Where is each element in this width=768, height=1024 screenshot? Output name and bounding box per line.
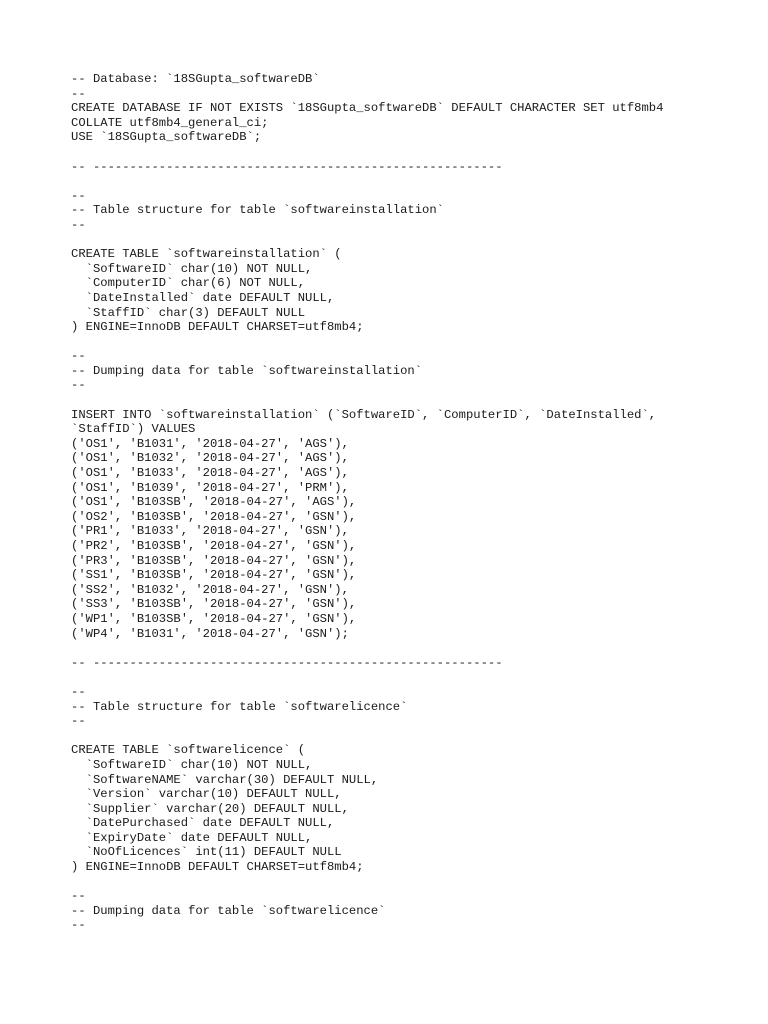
code-line: CREATE TABLE `softwarelicence` ( — [71, 743, 306, 758]
code-line: -- Dumping data for table `softwarelicence` — [71, 903, 386, 918]
code-line: `StaffID` char(3) DEFAULT NULL — [71, 305, 306, 320]
code-line — [71, 233, 663, 248]
code-line: ('OS1', 'B1031', '2018-04-27', 'AGS'), — [71, 436, 349, 451]
code-line — [71, 875, 663, 890]
code-line: ('PR2', 'B103SB', '2018-04-27', 'GSN'), — [71, 539, 357, 553]
code-line: `Supplier` varchar(20) DEFAULT NULL, — [71, 801, 349, 816]
code-line: `StaffID`) VALUES — [71, 422, 196, 437]
code-line: ('WP4', 'B1031', '2018-04-27', 'GSN'); — [71, 626, 349, 641]
code-line: -- -------------------------------------------------------- — [71, 159, 503, 174]
code-line: `NoOfLicences` int(11) DEFAULT NULL — [71, 845, 342, 860]
code-line: ('OS1', 'B1039', '2018-04-27', 'PRM'), — [71, 480, 349, 495]
code-line: ('SS1', 'B103SB', '2018-04-27', 'GSN'), — [71, 568, 357, 583]
code-line: `DatePurchased` date DEFAULT NULL, — [71, 816, 335, 831]
code-line: USE `18SGupta_softwareDB`; — [71, 130, 262, 145]
code-line: `SoftwareNAME` varchar(30) DEFAULT NULL, — [71, 772, 379, 787]
code-line: -- — [71, 188, 86, 203]
code-line — [71, 729, 663, 744]
code-line — [71, 145, 663, 160]
code-line: ('SS2', 'B1032', '2018-04-27', 'GSN'), — [71, 582, 349, 597]
code-line: `SoftwareID` char(10) NOT NULL, — [71, 261, 313, 276]
code-line — [71, 670, 663, 685]
code-line: -- — [71, 349, 86, 364]
code-line: `SoftwareID` char(10) NOT NULL, — [71, 757, 313, 772]
code-line — [71, 393, 663, 408]
code-line: `ComputerID` char(6) NOT NULL, — [71, 276, 306, 291]
code-line: ('PR1', 'B1033', '2018-04-27', 'GSN'), — [71, 524, 349, 539]
code-line: -- — [71, 714, 86, 729]
code-line: ('SS3', 'B103SB', '2018-04-27', 'GSN'), — [71, 597, 357, 612]
code-line: -- -------------------------------------------------------- — [71, 655, 503, 670]
code-line: ('OS1', 'B1032', '2018-04-27', 'AGS'), — [71, 451, 349, 466]
code-line: ('OS1', 'B103SB', '2018-04-27', 'AGS'), — [71, 495, 357, 510]
code-line: -- — [71, 378, 86, 393]
code-line — [71, 335, 663, 350]
code-line: ('OS2', 'B103SB', '2018-04-27', 'GSN'), — [71, 509, 357, 524]
sql-dump-text — [71, 72, 663, 933]
code-line — [71, 641, 663, 656]
code-line: ('PR3', 'B103SB', '2018-04-27', 'GSN'), — [71, 553, 357, 568]
code-line: -- Dumping data for table `softwareinstallation` — [71, 363, 423, 378]
code-line: COLLATE utf8mb4_general_ci; — [71, 115, 269, 130]
code-line: ('OS1', 'B1033', '2018-04-27', 'AGS'), — [71, 466, 349, 481]
code-line: -- — [71, 918, 86, 933]
code-line: `Version` varchar(10) DEFAULT NULL, — [71, 787, 342, 802]
code-line: -- — [71, 684, 86, 699]
code-line: ) ENGINE=InnoDB DEFAULT CHARSET=utf8mb4; — [71, 860, 364, 875]
code-line: CREATE TABLE `softwareinstallation` ( — [71, 247, 342, 262]
code-line: `DateInstalled` date DEFAULT NULL, — [71, 290, 335, 305]
code-line: -- Table structure for table `softwarelicence` — [71, 699, 408, 714]
code-line: CREATE DATABASE IF NOT EXISTS `18SGupta_softwareDB` DEFAULT CHARACTER SET utf8mb4 — [71, 101, 664, 116]
code-line: -- — [71, 86, 86, 101]
code-line: -- — [71, 889, 86, 904]
code-line: ('WP1', 'B103SB', '2018-04-27', 'GSN'), — [71, 611, 357, 626]
code-line: INSERT INTO `softwareinstallation` (`SoftwareID`, `ComputerID`, `DateInstalled`, — [71, 407, 657, 422]
code-line: -- — [71, 217, 86, 232]
code-line — [71, 174, 663, 189]
code-line: `ExpiryDate` date DEFAULT NULL, — [71, 830, 313, 845]
code-line: -- Table structure for table `softwareinstallation` — [71, 203, 444, 218]
code-line: ) ENGINE=InnoDB DEFAULT CHARSET=utf8mb4; — [71, 320, 364, 335]
code-line: -- Database: `18SGupta_softwareDB` — [71, 72, 320, 86]
